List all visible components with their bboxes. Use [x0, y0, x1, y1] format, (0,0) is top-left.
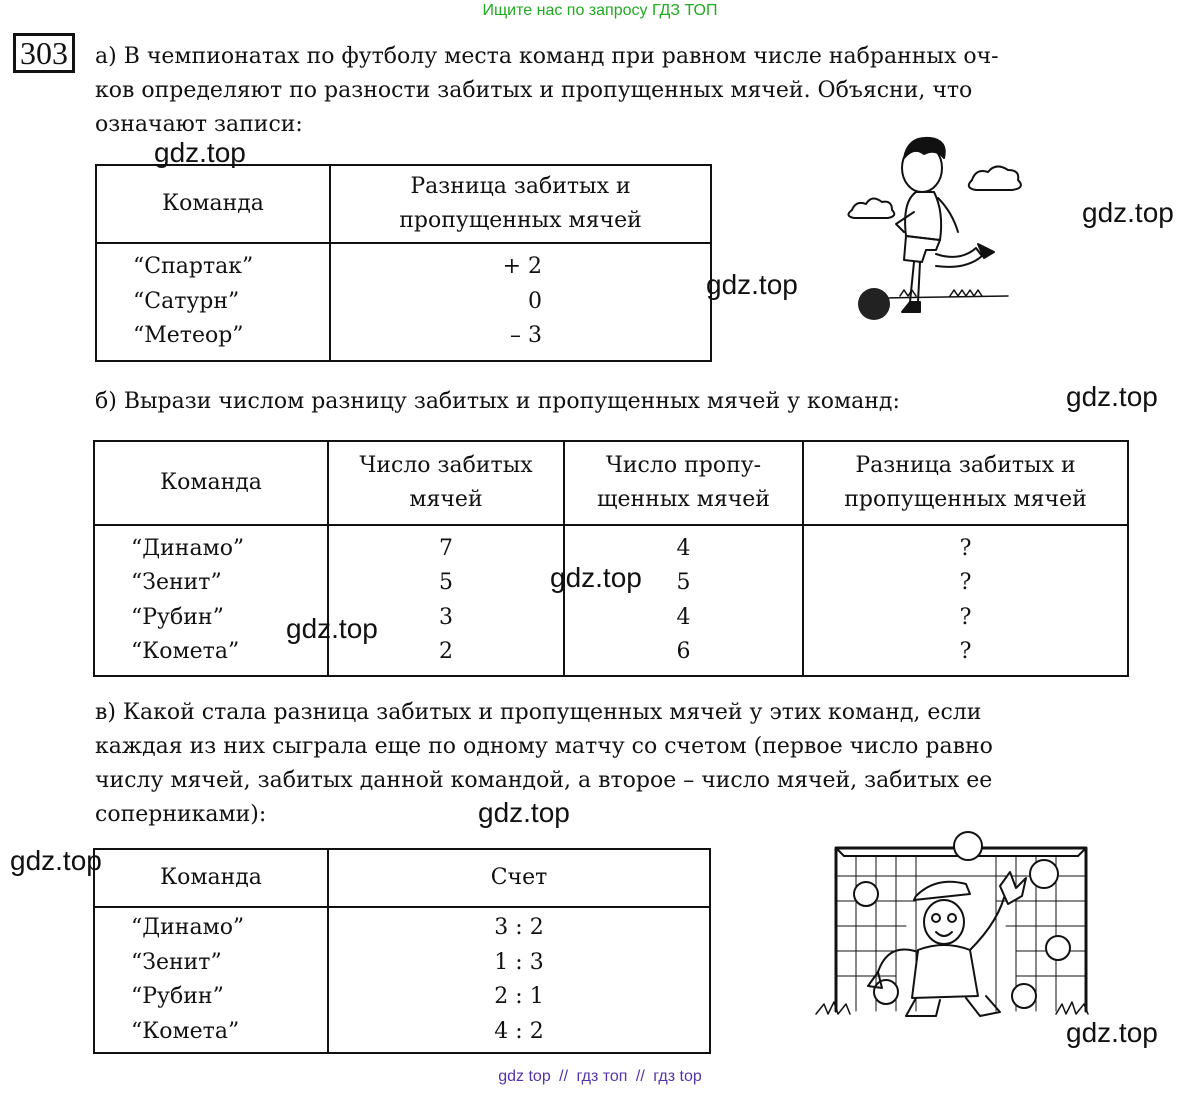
- score-values-cell: [328, 907, 710, 1053]
- team-name: “Зенит”: [131, 949, 222, 975]
- table-match-scores: [93, 848, 711, 1054]
- team-names-cell: [94, 907, 328, 1053]
- watermark: gdz.top: [550, 562, 642, 593]
- team-name: “Динамо”: [131, 915, 245, 940]
- conceded-value: 4: [676, 604, 691, 630]
- column-header-team: Команда: [96, 165, 330, 243]
- team-name: “Сатурн”: [133, 288, 240, 314]
- team-names-cell: [96, 243, 330, 361]
- part-b-text: б) Вырази числом разницу забитых и пропущенных мячей у команд:: [95, 389, 900, 414]
- part-c-line: каждая из них сыграла еще по одному матчу со счетом (первое число равно: [95, 734, 993, 759]
- team-name: “Рубин”: [131, 604, 224, 630]
- difference-value: 0: [528, 288, 542, 314]
- watermark: gdz.top: [706, 269, 798, 300]
- part-a-line: означают записи:: [95, 112, 303, 137]
- footer-separator: //: [635, 1068, 645, 1085]
- watermark: gdz.top: [10, 845, 102, 876]
- score-value: 3 : 2: [494, 915, 544, 940]
- watermark: gdz.top: [1066, 381, 1158, 412]
- part-c-line: соперниками):: [95, 802, 267, 827]
- part-c-line: в) Какой стала разница забитых и пропущенных мячей у этих команд, если: [95, 700, 982, 725]
- team-names-cell: [94, 525, 328, 676]
- column-header-team: Команда: [94, 849, 328, 907]
- watermark: gdz.top: [1082, 197, 1174, 228]
- column-header-scored: Число забитых мячей: [328, 441, 564, 525]
- scored-value: 7: [439, 535, 453, 561]
- part-c-line: числу мячей, забитых данной командой, а второе – число мячей, забитых ее: [95, 768, 993, 793]
- conceded-value: 5: [676, 570, 691, 595]
- footer-link[interactable]: gdz top: [498, 1068, 551, 1085]
- part-a-text: [95, 40, 999, 142]
- team-name: “Метеор”: [133, 323, 244, 349]
- soccer-player-illustration: [840, 128, 1050, 333]
- difference-value: ?: [959, 535, 972, 561]
- difference-values-cell: [803, 525, 1128, 676]
- difference-value: ?: [959, 639, 972, 664]
- scored-value: 2: [439, 639, 453, 664]
- footer-separator: //: [559, 1068, 569, 1085]
- difference-values-cell: [330, 243, 711, 361]
- table-goal-difference-b: [93, 440, 1129, 677]
- watermark: gdz.top: [286, 613, 378, 644]
- table-goal-difference-a: [95, 164, 712, 362]
- watermark: gdz.top: [1066, 1017, 1158, 1048]
- difference-value: + 2: [502, 254, 542, 280]
- column-header-difference: Разница забитых и пропущенных мячей: [803, 441, 1128, 525]
- team-name: “Динамо”: [131, 535, 245, 561]
- footer-links: [0, 1068, 1200, 1086]
- scored-value: 3: [439, 604, 453, 630]
- scored-value: 5: [439, 570, 453, 595]
- search-banner: Ищите нас по запросу ГДЗ ТОП: [482, 2, 718, 19]
- team-name: “Рубин”: [131, 984, 224, 1009]
- watermark: gdz.top: [478, 797, 570, 828]
- difference-value: – 3: [510, 323, 542, 349]
- problem-number: 303: [13, 33, 75, 73]
- difference-value: ?: [959, 570, 972, 595]
- score-value: 4 : 2: [494, 1018, 544, 1044]
- conceded-value: 4: [676, 535, 691, 561]
- conceded-value: 6: [676, 639, 691, 664]
- column-header-team: Команда: [94, 441, 328, 525]
- team-name: “Зенит”: [131, 570, 222, 595]
- column-header-difference: Разница забитых и пропущенных мячей: [330, 165, 711, 243]
- score-value: 1 : 3: [494, 949, 544, 975]
- footer-link[interactable]: гдз топ: [576, 1068, 628, 1085]
- watermark: gdz.top: [154, 137, 246, 168]
- scored-values-cell: [328, 525, 564, 676]
- column-header-conceded: Число пропу- щенных мячей: [564, 441, 803, 525]
- goalkeeper-illustration: [796, 826, 1116, 1026]
- team-name: “Комета”: [131, 639, 240, 664]
- score-value: 2 : 1: [494, 984, 544, 1009]
- part-a-line: а) В чемпионатах по футболу места команд при равном числе набранных оч-: [95, 44, 999, 69]
- difference-value: ?: [959, 604, 972, 630]
- team-name: “Комета”: [131, 1018, 240, 1044]
- column-header-score: Счет: [328, 849, 710, 907]
- conceded-values-cell: [564, 525, 803, 676]
- footer-link[interactable]: гдз top: [653, 1068, 702, 1085]
- team-name: “Спартак”: [133, 254, 254, 280]
- part-a-line: ков определяют по разности забитых и пропущенных мячей. Объясни, что: [95, 78, 973, 103]
